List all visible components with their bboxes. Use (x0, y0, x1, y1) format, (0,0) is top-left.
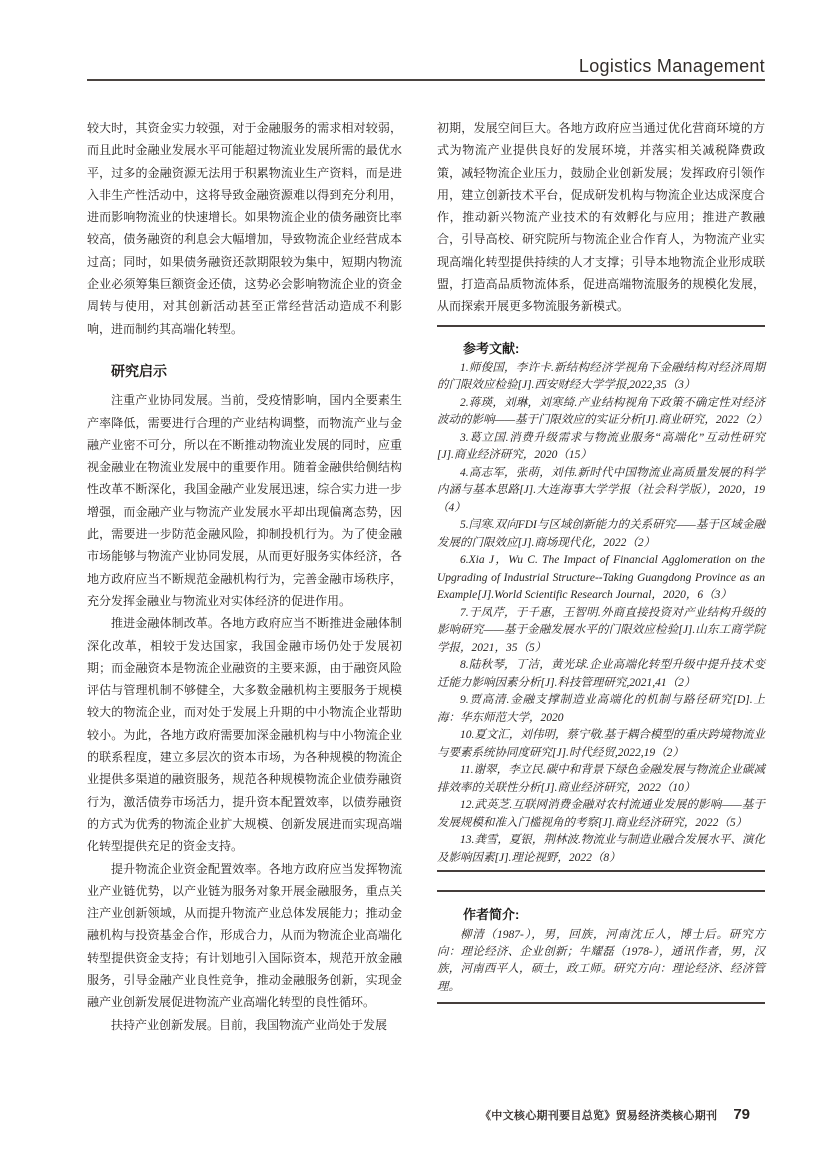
reference-item: 10.夏文汇，刘伟明，蔡宁敬.基于耦合模型的重庆跨境物流业与要素系统协同度研究[J].时代经贸,2022,19（2） (437, 729, 765, 759)
references-section (437, 325, 768, 873)
author-bio-text: 柳清（1987-），男，回族，河南沈丘人，博士后。研究方向：理论经济、企业创新；牛耀磊（1978-），通讯作者，男，汉族，河南西平人，硕士，政工师。研究方向：理论经济、经济管理。 (437, 928, 765, 993)
page-number: 79 (733, 1106, 750, 1123)
body-paragraph: 扶持产业创新发展。目前，我国物流产业尚处于发展 (111, 1017, 388, 1032)
journal-index-note: 《中文核心期刊要目总览》贸易经济类核心期刊 (480, 1110, 718, 1122)
page-footer (480, 1106, 750, 1123)
reference-item: 3.葛立国.消费升级需求与物流业服务“高端化”互动性研究[J].商业经济研究，2020（15） (437, 431, 765, 462)
reference-item: 13.龚雪，夏银，荆林波.物流业与制造业融合发展水平、演化及影响因素[J].理论视野，2022（8） (437, 834, 765, 864)
author-bio-heading: 作者简介: (463, 907, 520, 923)
author-bio-section (437, 890, 765, 1003)
reference-item: 5.闫寒.双向FDI与区域创新能力的关系研究——基于区域金融发展的门限效应[J].商场现代化，2022（2） (437, 519, 765, 549)
header-rule (87, 79, 765, 81)
reference-item: 7.于凤芹，于千惠，王智明.外商直接投资对产业结构升级的影响研究——基于金融发展水平的门限效应检验[J].山东工商学院学报，2021，35（5） (437, 606, 765, 654)
reference-item: 12.武英芝.互联网消费金融对农村流通业发展的影响——基于发展规模和准入门槛视角的考察[J].商业经济研究，2022（5） (437, 799, 765, 829)
references-list (437, 360, 768, 868)
reference-item: 1.师俊国，李许卡.新结构经济学视角下金融结构对经济周期的门限效应检验[J].西安财经大学学报,2022,35（3） (437, 361, 765, 392)
reference-item: 9.贾高清.金融支撑制造业高端化的机制与路径研究[D].上海：华东师范大学，2020 (437, 694, 765, 724)
reference-item: 2.蒋瑛，刘琳，刘寒绮.产业结构视角下政策不确定性对经济波动的影响——基于门限效应的实证分析[J].商业研究，2022（2） (437, 396, 768, 427)
section-heading-research-implications: 研究启示 (111, 362, 167, 379)
right-column (437, 117, 768, 1004)
references-heading: 参考文献: (463, 340, 520, 356)
reference-item: 8.陆秋琴，丁洁，黄光球.企业高端化转型升级中提升技术变迁能力影响因素分析[J].科技管理研究,2021,41（2） (437, 659, 765, 689)
left-column (87, 117, 402, 1036)
body-paragraph: 推进金融体制改革。各地方政府应当不断推进金融体制深化改革，相较于发达国家，我国金融市场仍处于发展初期；而金融资本是物流企业融资的主要来源，由于融资风险评估与管理机制不够健全，大多数金融机构主要服务于规模较大的物流企业，而对处于发展上升期的中小物流企业帮助较小。为此，各地方政府需要加深金融机构与中小物流企业的联系程度，建立多层次的资本市场，为各种规模的物流企业提供多渠道的融资服务，规范各种规模物流企业债券融资行为，激活债券市场活力，提升资本配置效率，以债券融资的方式为优秀的物流企业扩大规模、创新发展进而实现高端化转型提供充足的资金支持。 (87, 616, 402, 854)
reference-item: 11.谢翠，李立民.碳中和背景下绿色金融发展与物流企业碳减排效率的关联性分析[J].商业经济研究，2022（10） (437, 764, 765, 794)
body-paragraph-continued: 较大时，其资金实力较强，对于金融服务的需求相对较弱，而且此时金融业发展水平可能超过物流业发展所需的最优水平，过多的金融资源无法用于积累物流业生产资料，而是进入非生产性活动中，这将导致金融资源难以得到充分利用，进而影响物流业的快速增长。如果物流企业的债务融资比率较高，债务融资的利息会大幅增加，导致物流企业经营成本过高；同时，如果债务融资还款期限较为集中，短期内物流企业必须筹集巨额资金还债，这势必会影响物流企业的资金周转与使用，对其创新活动甚至正常经营活动造成不利影响，进而制约其高端化转型。 (87, 121, 402, 336)
body-paragraph: 注重产业协同发展。当前，受疫情影响，国内全要素生产率降低，需要进行合理的产业结构调整，而物流产业与金融产业密不可分，所以在不断推动物流业发展的同时，应重视金融业在物流业发展中的重要作用。随着金融供给侧结构性改革不断深化，我国金融产业发展迅速，综合实力进一步增强，而金融产业与物流产业发展水平却出现偏离态势，因此，需要进一步防范金融风险，抑制投机行为。为了使金融市场能够与物流产业协同发展，从而更好服务实体经济，各地方政府应当不断规范金融机构行为，完善金融市场秩序，充分发挥金融业与物流业对实体经济的促进作用。 (87, 393, 402, 608)
body-paragraph: 提升物流企业资金配置效率。各地方政府应当发挥物流业产业链优势，以产业链为服务对象开展金融服务，重点关注产业创新领域，从而提升物流产业总体发展能力；推动金融机构与投资基金合作，形成合力，从而为物流企业高端化转型提供资金支持；有计划地引入国际资本，规范开放金融服务，引导金融产业良性竞争，推动金融服务创新，实现金融产业创新发展促进物流产业高端化转型的良性循环。 (87, 861, 402, 1010)
body-paragraph-continued: 初期，发展空间巨大。各地方政府应当通过优化营商环境的方式为物流产业提供良好的发展环境，并落实相关减税降费政策，减轻物流企业压力，鼓励企业创新发展；发挥政府引领作用，建立创新技术平台，促成研发机构与物流企业达成深度合作，推动新兴物流产业技术的有效孵化与应用；推进产教融合，引导高校、研究院所与物流企业合作育人，为物流产业实现高端化转型提供持续的人才支撑；引导本地物流企业形成联盟，打造高品质物流体系，促进高端物流服务的规模化发展，从而探索开展更多物流服务新模式。 (437, 121, 765, 314)
reference-item: 6.Xia J，Wu C. The Impact of Financial Agglomeration on the Upgrading of Industrial Structure--Taking Guangdong Province as an Example[J].World Scientific Research Journal，2020，6（3） (437, 554, 765, 602)
running-head-title: Logistics Management (578, 56, 765, 76)
reference-item: 4.高志军，张萌，刘伟.新时代中国物流业高质量发展的科学内涵与基本思路[J].大连海事大学学报（社会科学版），2020，19（4） (437, 466, 765, 514)
